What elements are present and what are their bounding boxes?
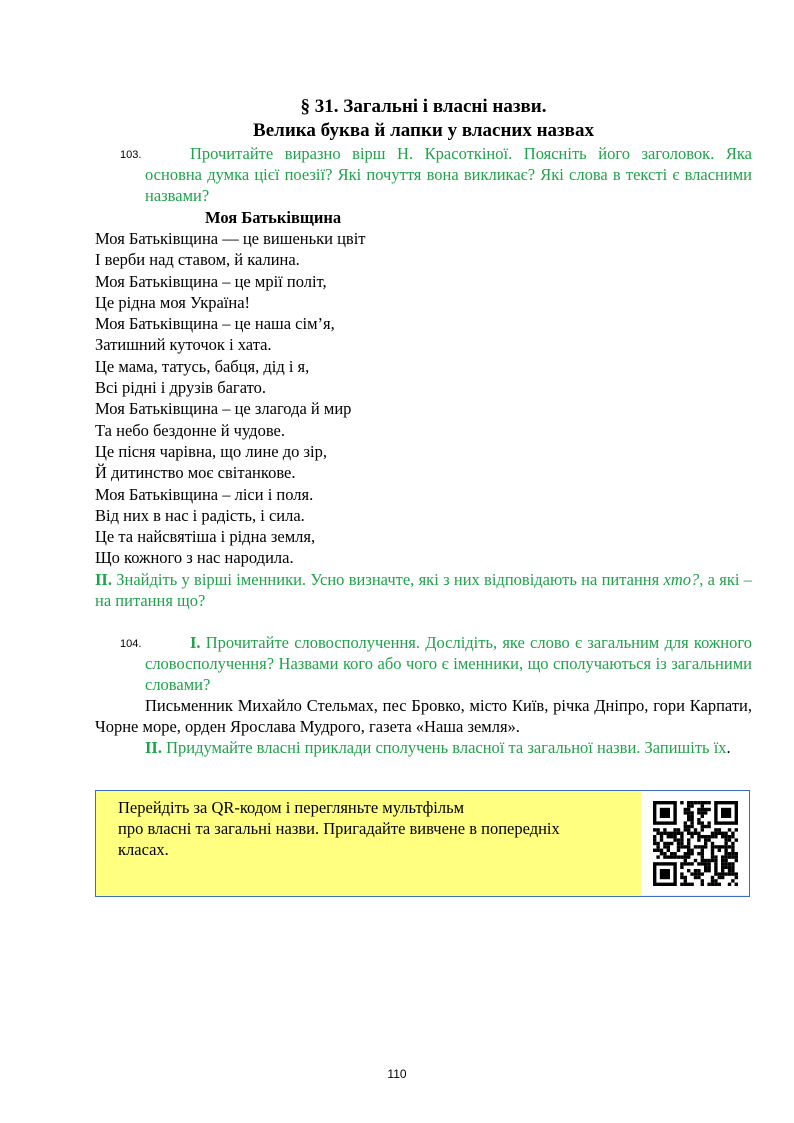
poem-title: Моя Батьківщина <box>205 208 342 227</box>
page-content <box>95 95 752 758</box>
info-line: класах. <box>118 840 169 859</box>
poem-line: Моя Батьківщина – це мрії політ, <box>95 271 327 291</box>
part-label: I. <box>190 632 201 652</box>
task-103 <box>95 143 752 206</box>
poem-line: Від них в нас і радість, і сила. <box>95 505 305 525</box>
poem-line: Та небо бездонне й чудове. <box>95 420 285 440</box>
info-line: Перейдіть за QR-кодом і перегляньте мультфільм <box>118 798 465 817</box>
section-title-line2: Велика буква й лапки у власних назвах <box>253 120 594 141</box>
task-instruction: Прочитайте словосполучення. Дослідіть, яке слово є загальним для кожного словосполучення? Назвами кого або чого є іменники, що сполучаються із загальними словами? <box>145 632 752 694</box>
poem-line: Це та найсвятіша і рідна земля, <box>95 527 316 547</box>
part-label: II. <box>145 737 162 757</box>
examples-paragraph <box>95 695 752 737</box>
poem-line: Моя Батьківщина — це вишеньки цвіт <box>95 229 366 248</box>
part-label: II. <box>95 569 112 589</box>
qr-code-icon[interactable] <box>641 791 749 895</box>
section-title-line1: § 31. Загальні і власні назви. <box>300 96 547 117</box>
poem-line: Затишний куточок і хата. <box>95 335 272 355</box>
task-103-part2 <box>95 569 752 611</box>
task-104-part2 <box>95 737 752 758</box>
poem-line: І верби над ставом, й калина. <box>95 250 300 270</box>
poem-line: Це пісня чарівна, що лине до зір, <box>95 441 327 461</box>
poem <box>95 228 752 569</box>
poem-line: Й дитинство моє світанкове. <box>95 463 296 483</box>
page-number: 110 <box>387 1067 407 1081</box>
info-box-text <box>118 797 638 860</box>
poem-line: Що кожного з нас народила. <box>95 548 294 568</box>
info-box <box>95 790 750 897</box>
poem-line: Моя Батьківщина – це наша сім’я, <box>95 314 335 334</box>
part-end: . <box>726 737 731 757</box>
poem-line: Моя Батьківщина – ліси і поля. <box>95 484 314 504</box>
part-text: Придумайте власні приклади сполучень власної та загальної назви. Запишіть їх <box>161 737 727 757</box>
question-who: хто? <box>663 569 700 589</box>
examples-text: Письменник Михайло Стельмах, пес Бровко, місто Київ, річка Дніпро, гори Карпати, Чорне море, орден Ярослава Мудрого, газета «Наша земля». <box>95 695 752 736</box>
task-104 <box>95 632 752 695</box>
poem-line: Моя Батьківщина – це злагода й мир <box>95 399 352 419</box>
task-number: 103. <box>120 149 142 161</box>
info-line: про власні та загальні назви. Пригадайте вивчене в попередніх <box>118 819 560 838</box>
poem-line: Всі рідні і друзів багато. <box>95 378 266 398</box>
task-number: 104. <box>120 637 142 650</box>
part-tail: , а які – на питання що? <box>95 569 753 610</box>
poem-line: Це мама, татусь, бабця, дід і я, <box>95 356 310 376</box>
task-instruction: Прочитайте виразно вірш Н. Красоткіної. Поясніть його заголовок. Яка основна думка цієї поезії? Які почуття вона викликає? Які слова в тексті є власними назвами? <box>145 144 752 205</box>
poem-line: Це рідна моя Україна! <box>95 292 251 312</box>
part-text: Знайдіть у вірші іменники. Усно визначте, які з них відповідають на питання <box>111 569 664 589</box>
section-title <box>95 95 752 143</box>
